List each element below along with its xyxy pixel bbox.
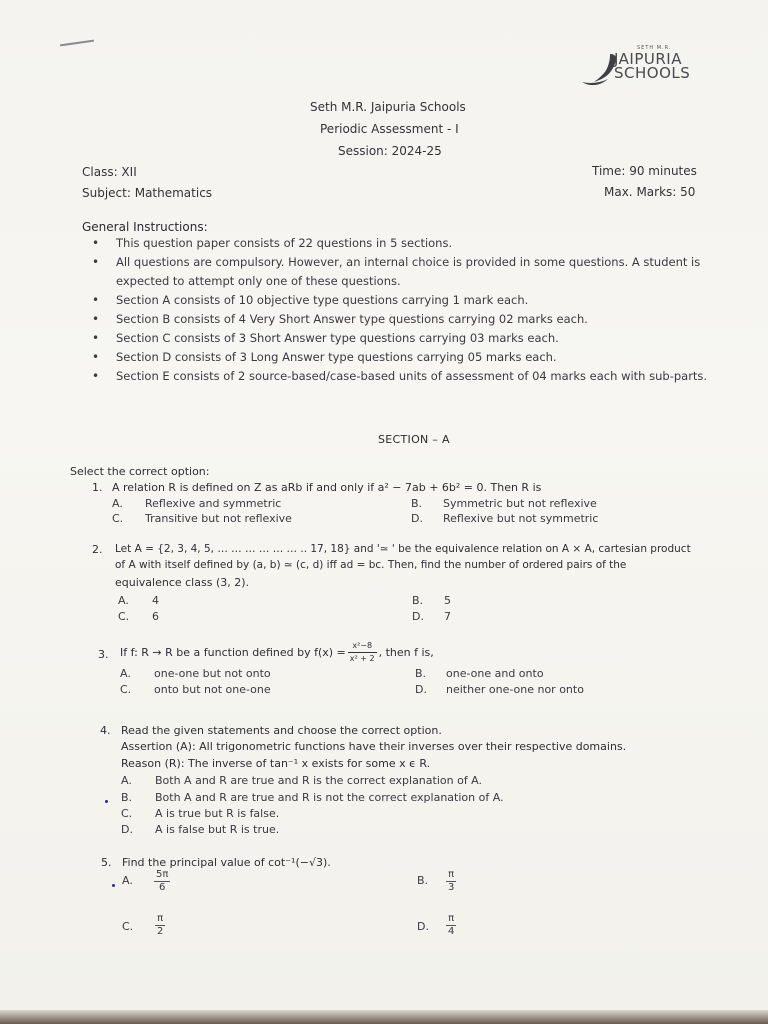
q2-number: 2. [92, 543, 103, 556]
q5-option-c-fraction [155, 913, 165, 938]
q5-option-b-denominator: 3 [448, 882, 455, 893]
q3-text-pre: If f: R → R be a function defined by f(x) = [120, 646, 346, 659]
q1-option-b: Symmetric but not reflexive [443, 497, 597, 510]
q5-option-b-numerator: π [446, 869, 456, 882]
q5-option-d-denominator: 4 [448, 926, 455, 937]
q4-option-b-letter: B. [121, 791, 133, 804]
exam-title: Periodic Assessment - I [320, 122, 459, 136]
section-a-prompt: Select the correct option: [70, 465, 210, 478]
instruction-item: • Section C consists of 3 Short Answer type questions carrying 03 marks each. [92, 329, 722, 348]
q1-text: A relation R is defined on Z as aRb if and only if a² − 7ab + 6b² = 0. Then R is [112, 481, 542, 494]
q1-option-a: Reflexive and symmetric [145, 497, 282, 510]
bullet-icon: • [92, 236, 100, 250]
bullet-icon: • [92, 255, 100, 269]
section-a-title: SECTION – A [378, 433, 450, 446]
instruction-item: • Section E consists of 2 source-based/case-based units of assessment of 04 marks each with sub-parts. [92, 367, 722, 386]
q1-option-c-letter: C. [112, 512, 124, 525]
logo-small-text: SETH M.R. [637, 45, 672, 51]
q4-option-c: A is true but R is false. [155, 807, 280, 820]
bullet-icon: • [92, 312, 100, 326]
q5-option-a-denominator: 6 [159, 882, 166, 893]
school-name: Seth M.R. Jaipuria Schools [310, 100, 466, 114]
q3-fraction [348, 640, 377, 665]
q4-option-b: Both A and R are true and R is not the correct explanation of A. [155, 791, 504, 804]
q2-text-line-1: Let A = {2, 3, 4, 5, … … … … … … .. 17, 18} and '≃ ' be the equivalence relation on A × A, cartesian product [115, 543, 691, 555]
q3-option-d: neither one-one nor onto [446, 683, 584, 696]
q3-text [120, 640, 434, 665]
q2-option-a: 4 [152, 594, 159, 607]
bullet-icon: • [92, 350, 100, 364]
q4-option-a-letter: A. [121, 774, 132, 787]
q3-number: 3. [98, 648, 109, 661]
q5-option-b-letter: B. [417, 874, 429, 887]
time-label: Time: 90 minutes [592, 164, 697, 178]
class-label: Class: XII [82, 165, 137, 179]
q5-option-c-letter: C. [122, 920, 134, 933]
ink-dot-mark [105, 800, 108, 803]
instruction-item: • Section A consists of 10 objective type questions carrying 1 mark each. [92, 291, 722, 310]
instruction-item: • Section D consists of 3 Long Answer type questions carrying 05 marks each. [92, 348, 722, 367]
bullet-icon: • [92, 331, 100, 345]
q1-number: 1. [92, 481, 103, 494]
q2-text-line-2: of A with itself defined by (a, b) ≃ (c, d) iff ad = bc. Then, find the number of ordered pairs of the [115, 559, 627, 571]
q5-option-d-letter: D. [417, 920, 429, 933]
q3-option-a: one-one but not onto [154, 667, 271, 680]
q3-option-b-letter: B. [415, 667, 427, 680]
q4-option-a: Both A and R are true and R is the correct explanation of A. [155, 774, 483, 787]
q5-option-a-fraction [154, 869, 170, 894]
q3-text-post: , then f is, [378, 646, 434, 659]
logo-line-1: JAIPURIA [614, 50, 682, 68]
instruction-item: • This question paper consists of 22 questions in 5 sections. [92, 234, 722, 253]
logo-line-2: SCHOOLS [614, 64, 691, 82]
q5-option-b-fraction [446, 869, 456, 894]
q1-option-d-letter: D. [411, 512, 423, 525]
instructions-title: General Instructions: [82, 220, 208, 234]
q3-fraction-numerator: x²−8 [348, 640, 377, 653]
q1-option-c: Transitive but not reflexive [145, 512, 292, 525]
q4-option-d: A is false but R is true. [155, 823, 280, 836]
instructions-list [92, 234, 722, 386]
q4-assertion: Assertion (A): All trigonometric functions have their inverses over their respective domains. [121, 740, 627, 753]
q2-option-b: 5 [444, 594, 451, 607]
logo-text [614, 52, 690, 80]
q2-option-c: 6 [152, 610, 159, 623]
q1-option-a-letter: A. [112, 497, 123, 510]
session: Session: 2024-25 [338, 144, 442, 158]
instruction-item: • All questions are compulsory. However, an internal choice is provided in some questions. A student is expected to attempt only one of these questions. [92, 255, 701, 288]
q3-option-c: onto but not one-one [154, 683, 271, 696]
pen-stroke-mark [60, 40, 94, 47]
instruction-item: • Section B consists of 4 Very Short Answer type questions carrying 02 marks each. [92, 310, 722, 329]
q5-option-d-numerator: π [446, 913, 456, 926]
q4-number: 4. [100, 724, 111, 737]
page-bottom-edge [0, 1010, 768, 1024]
q4-reason: Reason (R): The inverse of tan⁻¹ x exists for some x ϵ R. [121, 757, 431, 770]
q2-option-b-letter: B. [412, 594, 424, 607]
q5-option-c-numerator: π [155, 913, 165, 926]
q3-option-c-letter: C. [120, 683, 132, 696]
q4-option-d-letter: D. [121, 823, 133, 836]
q4-text: Read the given statements and choose the correct option. [121, 724, 442, 737]
q3-option-d-letter: D. [415, 683, 427, 696]
q5-number: 5. [101, 856, 112, 869]
q3-option-b: one-one and onto [446, 667, 544, 680]
q3-fraction-denominator: x² + 2 [349, 654, 375, 663]
q1-option-b-letter: B. [411, 497, 423, 510]
subject-label: Subject: Mathematics [82, 186, 213, 200]
q1-option-d: Reflexive but not symmetric [443, 512, 599, 525]
q5-option-a-numerator: 5π [156, 869, 169, 880]
q5-text: Find the principal value of cot⁻¹(−√3). [122, 856, 331, 869]
q2-option-d-letter: D. [412, 610, 424, 623]
max-marks-label: Max. Marks: 50 [604, 185, 696, 199]
q2-option-a-letter: A. [118, 594, 129, 607]
q3-option-a-letter: A. [120, 667, 131, 680]
bullet-icon: • [92, 293, 100, 307]
q5-option-a-letter: A. [122, 874, 133, 887]
bullet-icon: • [92, 369, 100, 383]
q2-option-d: 7 [444, 610, 451, 623]
q2-option-c-letter: C. [118, 610, 130, 623]
ink-dot-mark [112, 884, 115, 887]
q2-text-line-3: equivalence class (3, 2). [115, 576, 250, 589]
q5-option-c-denominator: 2 [157, 926, 164, 937]
q5-option-d-fraction [446, 913, 456, 938]
q4-option-c-letter: C. [121, 807, 133, 820]
